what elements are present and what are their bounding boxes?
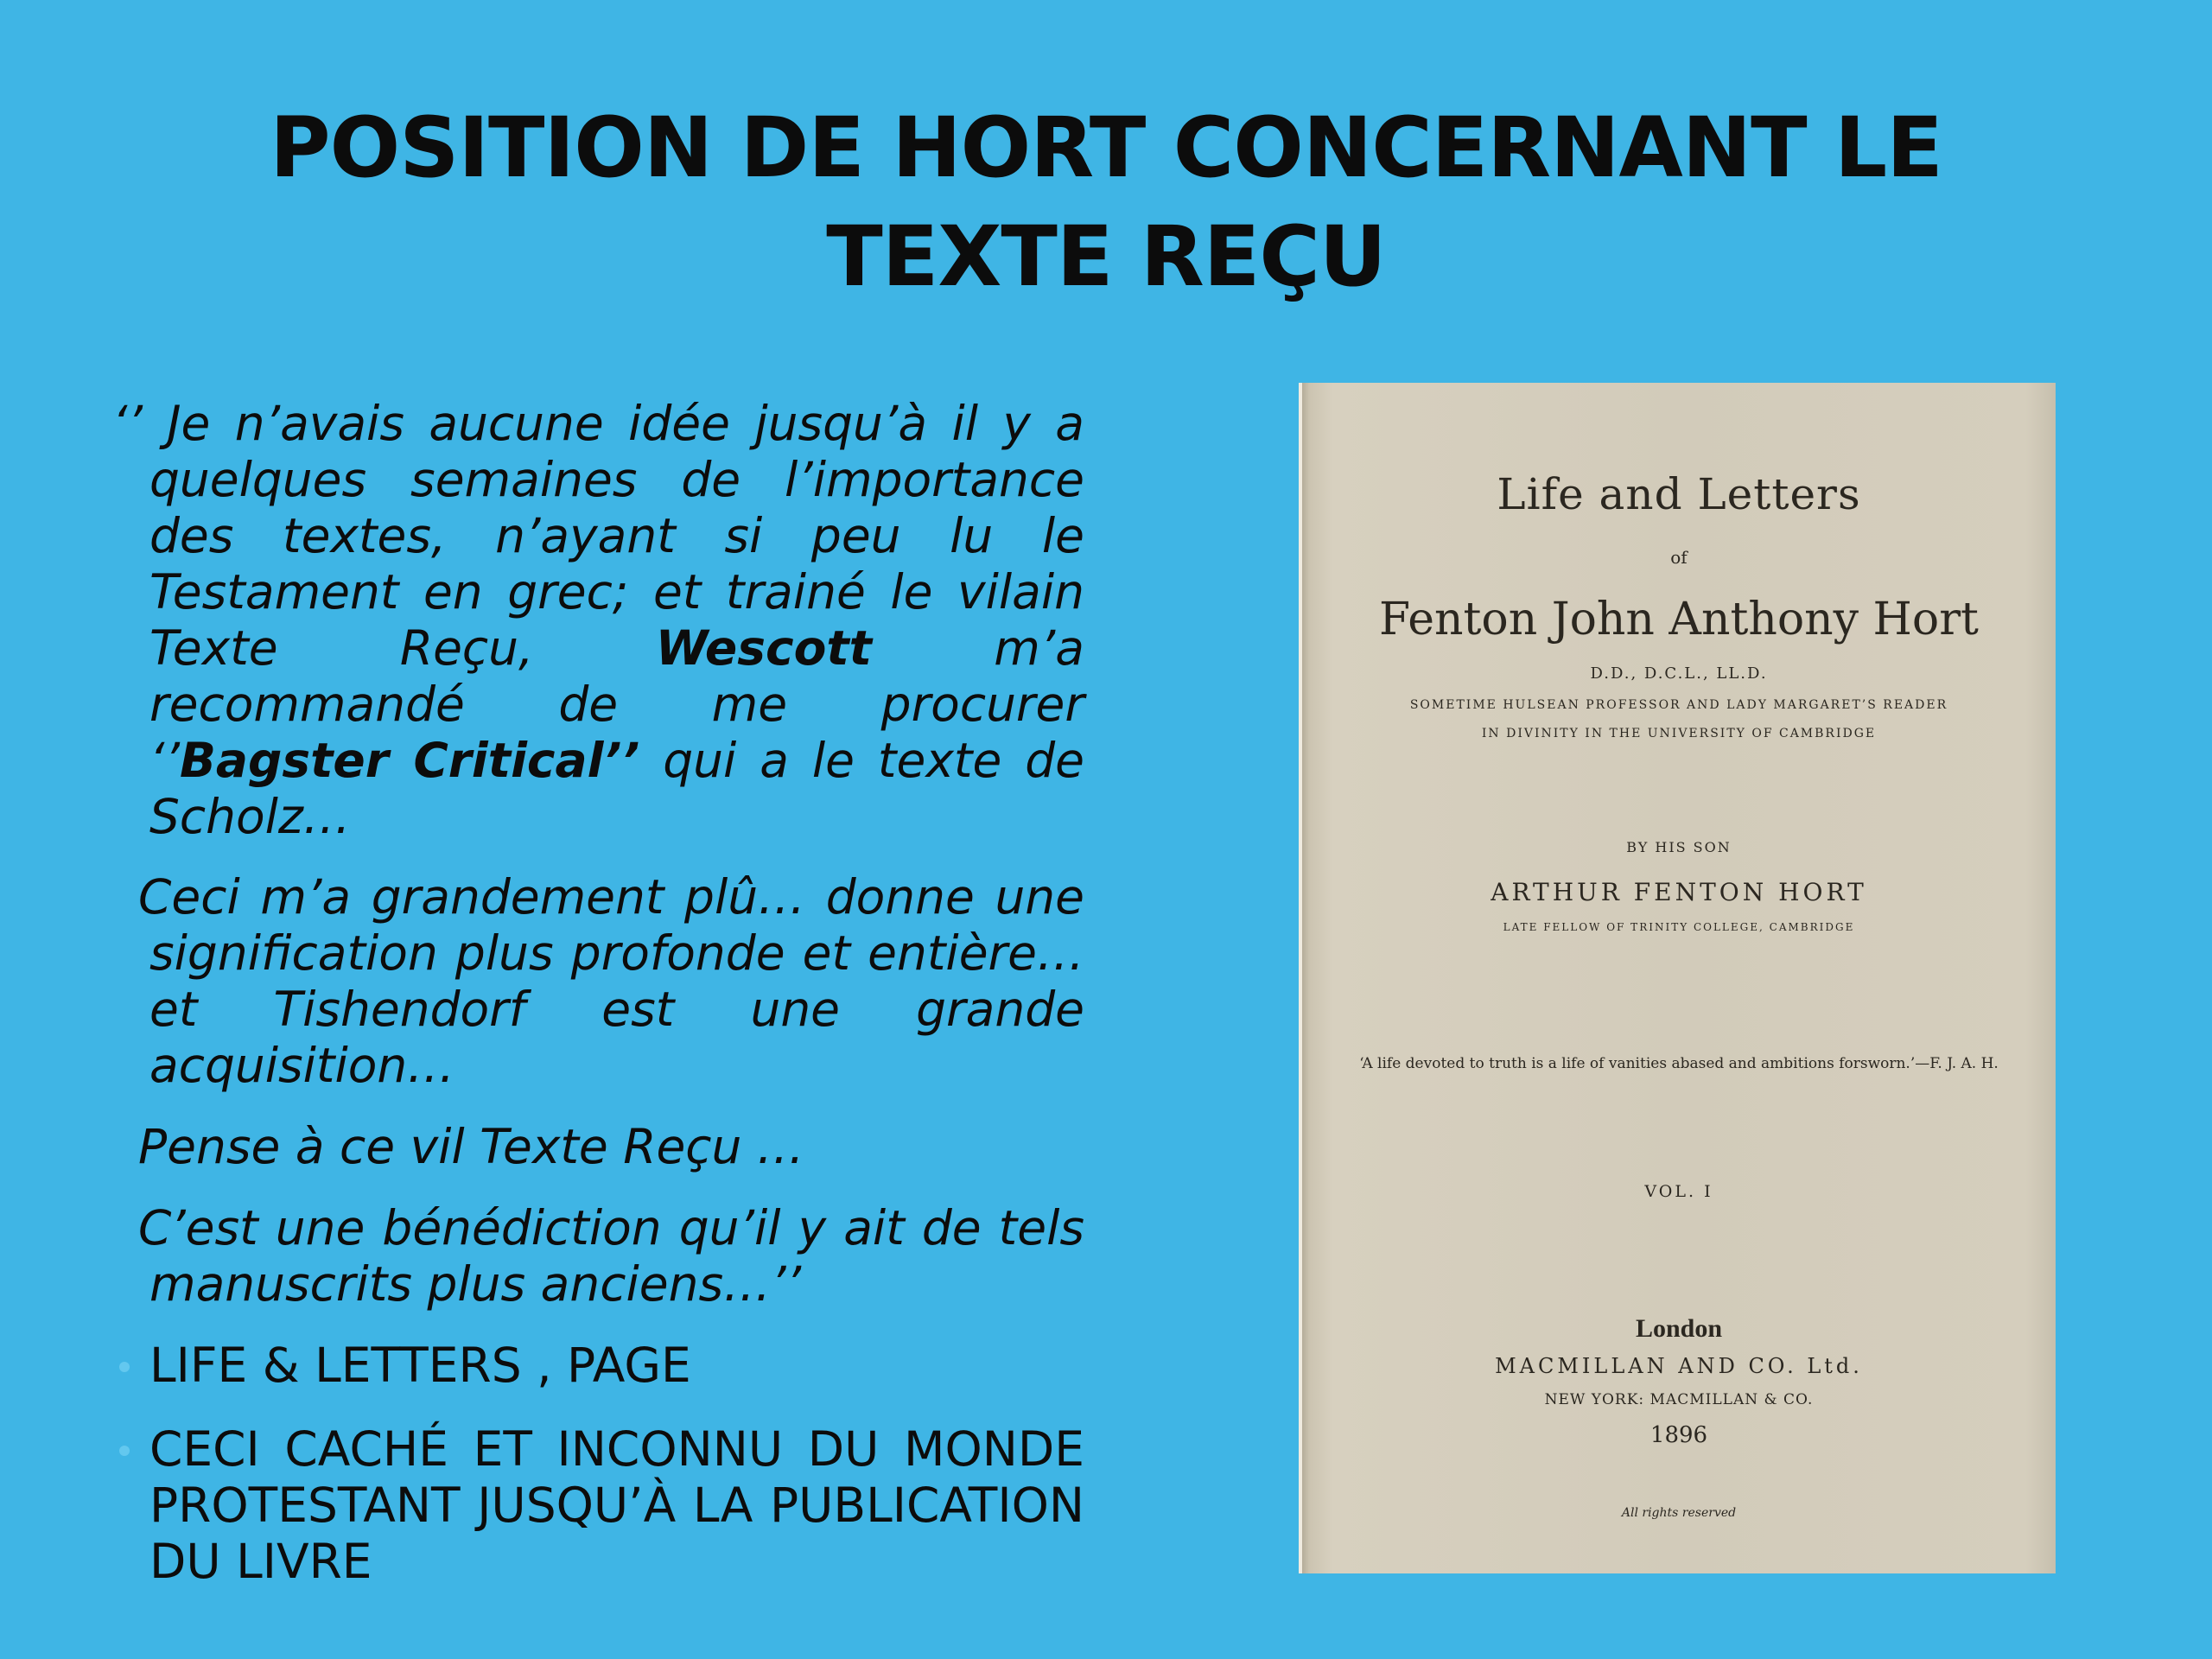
book-publisher: MACMILLAN AND CO. Ltd.: [1495, 1354, 1863, 1378]
quote-paragraph-2: Ceci m’a grandement plû… donne une signification plus profonde et entière…et Tishendorf est une grande acquisition…: [138, 869, 1084, 1093]
book-motto: ‘A life devoted to truth is a life of vanities abased and ambitions forsworn.’—F. J. A. H.: [1359, 1055, 1999, 1072]
quote-paragraph-4: C’est une bénédiction qu’il y ait de tels manuscrits plus anciens…’’: [138, 1200, 1084, 1312]
book-position-line-2: IN DIVINITY IN THE UNIVERSITY OF CAMBRIDGE: [1481, 727, 1877, 741]
quote-text: m’a recommandé de me procurer ‘’: [149, 620, 1084, 788]
title-line-2: TEXTE REÇU: [826, 208, 1386, 305]
bullet-list: [112, 1338, 1084, 1590]
quote-emphasis-wescott: Wescott: [655, 620, 872, 676]
bullet-item: CECI CACHÉ ET INCONNU DU MONDE PROTESTANT JUSQU’À LA PUBLICATION DU LIVRE: [112, 1421, 1084, 1590]
title-line-1: POSITION DE HORT CONCERNANT LE: [270, 99, 1942, 196]
book-subject-name: Fenton John Anthony Hort: [1379, 594, 1979, 645]
book-publisher-ny: NEW YORK: MACMILLAN & CO.: [1544, 1391, 1814, 1408]
book-year: 1896: [1649, 1422, 1708, 1448]
bullet-item: LIFE & LETTERS , PAGE: [112, 1338, 1084, 1394]
book-by-line: BY HIS SON: [1626, 839, 1732, 855]
book-volume: VOL. I: [1644, 1182, 1713, 1201]
book-title: Life and Letters: [1497, 469, 1861, 519]
quote-text: ‘’ Je n’avais aucune idée jusqu’à il y a quelques semaines de l’importance des textes, n’ayant si peu lu le Testament en grec; et trainé le vilain Texte Reçu,: [112, 396, 1084, 676]
book-degrees: D.D., D.C.L., LL.D.: [1590, 664, 1768, 683]
quote-paragraph-1: [112, 396, 1084, 845]
quote-paragraph-3: Pense à ce vil Texte Reçu …: [138, 1119, 804, 1174]
book-of: of: [1670, 547, 1688, 568]
book-author-note: LATE FELLOW OF TRINITY COLLEGE, CAMBRIDGE: [1503, 921, 1855, 933]
slide-body: [112, 396, 1084, 1618]
book-author: ARTHUR FENTON HORT: [1491, 878, 1867, 906]
book-rights: All rights reserved: [1621, 1506, 1737, 1520]
book-position-line-1: SOMETIME HULSEAN PROFESSOR AND LADY MARGARET’S READER: [1409, 698, 1948, 712]
slide-title: [138, 93, 2074, 311]
hort-quote: [112, 396, 1084, 1313]
quote-emphasis-bagster: Bagster Critical’’: [179, 733, 640, 788]
book-city: London: [1635, 1314, 1723, 1343]
book-title-page-image: [1299, 383, 2056, 1573]
quote-text: qui a le texte de Scholz…: [149, 733, 1084, 844]
